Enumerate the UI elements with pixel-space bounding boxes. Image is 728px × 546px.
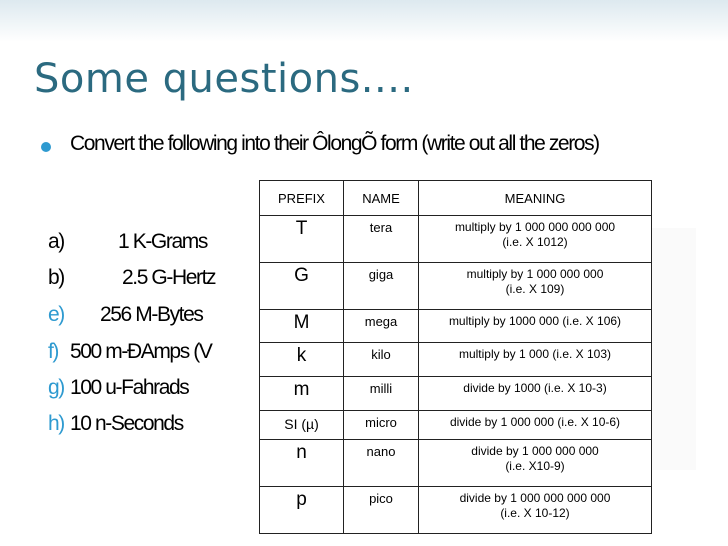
question-item bbox=[48, 230, 207, 254]
prefix-meaning bbox=[419, 216, 652, 263]
table-header-row bbox=[260, 181, 652, 216]
prefix-symbol: M bbox=[260, 309, 344, 343]
table-row bbox=[260, 343, 652, 377]
prefix-name: micro bbox=[344, 410, 419, 440]
question-label: b) bbox=[48, 266, 64, 289]
header-name: NAME bbox=[344, 181, 419, 216]
bullet-icon bbox=[41, 142, 51, 152]
question-text: 256 M-Bytes bbox=[100, 303, 203, 326]
question-item bbox=[48, 340, 211, 364]
question-item bbox=[48, 376, 188, 400]
prefix-name: mega bbox=[344, 309, 419, 343]
question-text: 500 m-ÐAmps (V bbox=[70, 340, 212, 363]
prefix-name: milli bbox=[344, 376, 419, 410]
meaning-note: (i.e. X 10-12) bbox=[500, 505, 570, 520]
table-row bbox=[260, 486, 652, 533]
meaning-note: (i.e. X 109) bbox=[505, 281, 565, 296]
prefix-meaning bbox=[419, 440, 652, 487]
prefix-meaning bbox=[419, 309, 652, 343]
table-row bbox=[260, 410, 652, 440]
table-row bbox=[260, 262, 652, 309]
table-row bbox=[260, 309, 652, 343]
question-label: a) bbox=[48, 230, 64, 253]
question-label: f) bbox=[48, 340, 59, 363]
question-label: e) bbox=[48, 303, 64, 326]
question-text: 1 K-Grams bbox=[118, 230, 207, 253]
instruction-text: Convert the following into their ÔlongÕ form (write out all the zeros) bbox=[70, 132, 599, 155]
question-text: 2.5 G-Hertz bbox=[122, 266, 216, 289]
prefix-symbol: G bbox=[260, 262, 344, 309]
meaning-line: multiply by 1 000 000 000 000 bbox=[454, 220, 616, 234]
meaning-line: divide by 1 000 000 000 bbox=[471, 444, 599, 459]
meaning-line: divide by 1 000 000 000 000 bbox=[459, 490, 611, 505]
meaning-line: divide by 1 000 000 (i.e. X 10-6) bbox=[449, 414, 621, 429]
meaning-note: (i.e. X 1012) bbox=[502, 235, 568, 249]
meaning-line: multiply by 1 000 (i.e. X 103) bbox=[458, 347, 612, 362]
prefix-symbol: T bbox=[260, 216, 344, 263]
table-row bbox=[260, 216, 652, 263]
question-label: h) bbox=[48, 412, 64, 435]
question-label: g) bbox=[48, 376, 64, 399]
slide-title: Some questions.... bbox=[34, 56, 414, 102]
prefix-symbol: k bbox=[260, 343, 344, 377]
prefix-name: giga bbox=[344, 262, 419, 309]
prefix-symbol: SI (µ) bbox=[260, 410, 344, 440]
prefix-name: nano bbox=[344, 440, 419, 487]
question-item bbox=[48, 303, 202, 327]
prefix-name: pico bbox=[344, 486, 419, 533]
question-text: 100 u-Fahrads bbox=[70, 376, 189, 399]
prefix-meaning bbox=[419, 486, 652, 533]
table-row bbox=[260, 376, 652, 410]
question-item bbox=[48, 266, 215, 290]
meaning-note: (i.e. X10-9) bbox=[505, 459, 565, 474]
header-prefix: PREFIX bbox=[260, 181, 344, 216]
prefix-symbol: m bbox=[260, 376, 344, 410]
prefix-name: kilo bbox=[344, 343, 419, 377]
question-item bbox=[48, 412, 183, 436]
prefix-meaning bbox=[419, 410, 652, 440]
prefix-symbol: n bbox=[260, 440, 344, 487]
background-panel bbox=[652, 228, 696, 470]
prefix-name: tera bbox=[344, 216, 419, 263]
prefix-meaning bbox=[419, 343, 652, 377]
prefix-meaning bbox=[419, 376, 652, 410]
meaning-line: multiply by 1 000 000 000 bbox=[466, 266, 604, 281]
meaning-line: divide by 1000 (i.e. X 10-3) bbox=[463, 380, 607, 395]
prefix-meaning bbox=[419, 262, 652, 309]
prefix-symbol: p bbox=[260, 486, 344, 533]
prefix-table bbox=[259, 180, 652, 534]
question-text: 10 n-Seconds bbox=[70, 412, 183, 435]
meaning-line: multiply by 1000 000 (i.e. X 106) bbox=[448, 313, 622, 328]
header-meaning: MEANING bbox=[419, 181, 652, 216]
table-row bbox=[260, 440, 652, 487]
